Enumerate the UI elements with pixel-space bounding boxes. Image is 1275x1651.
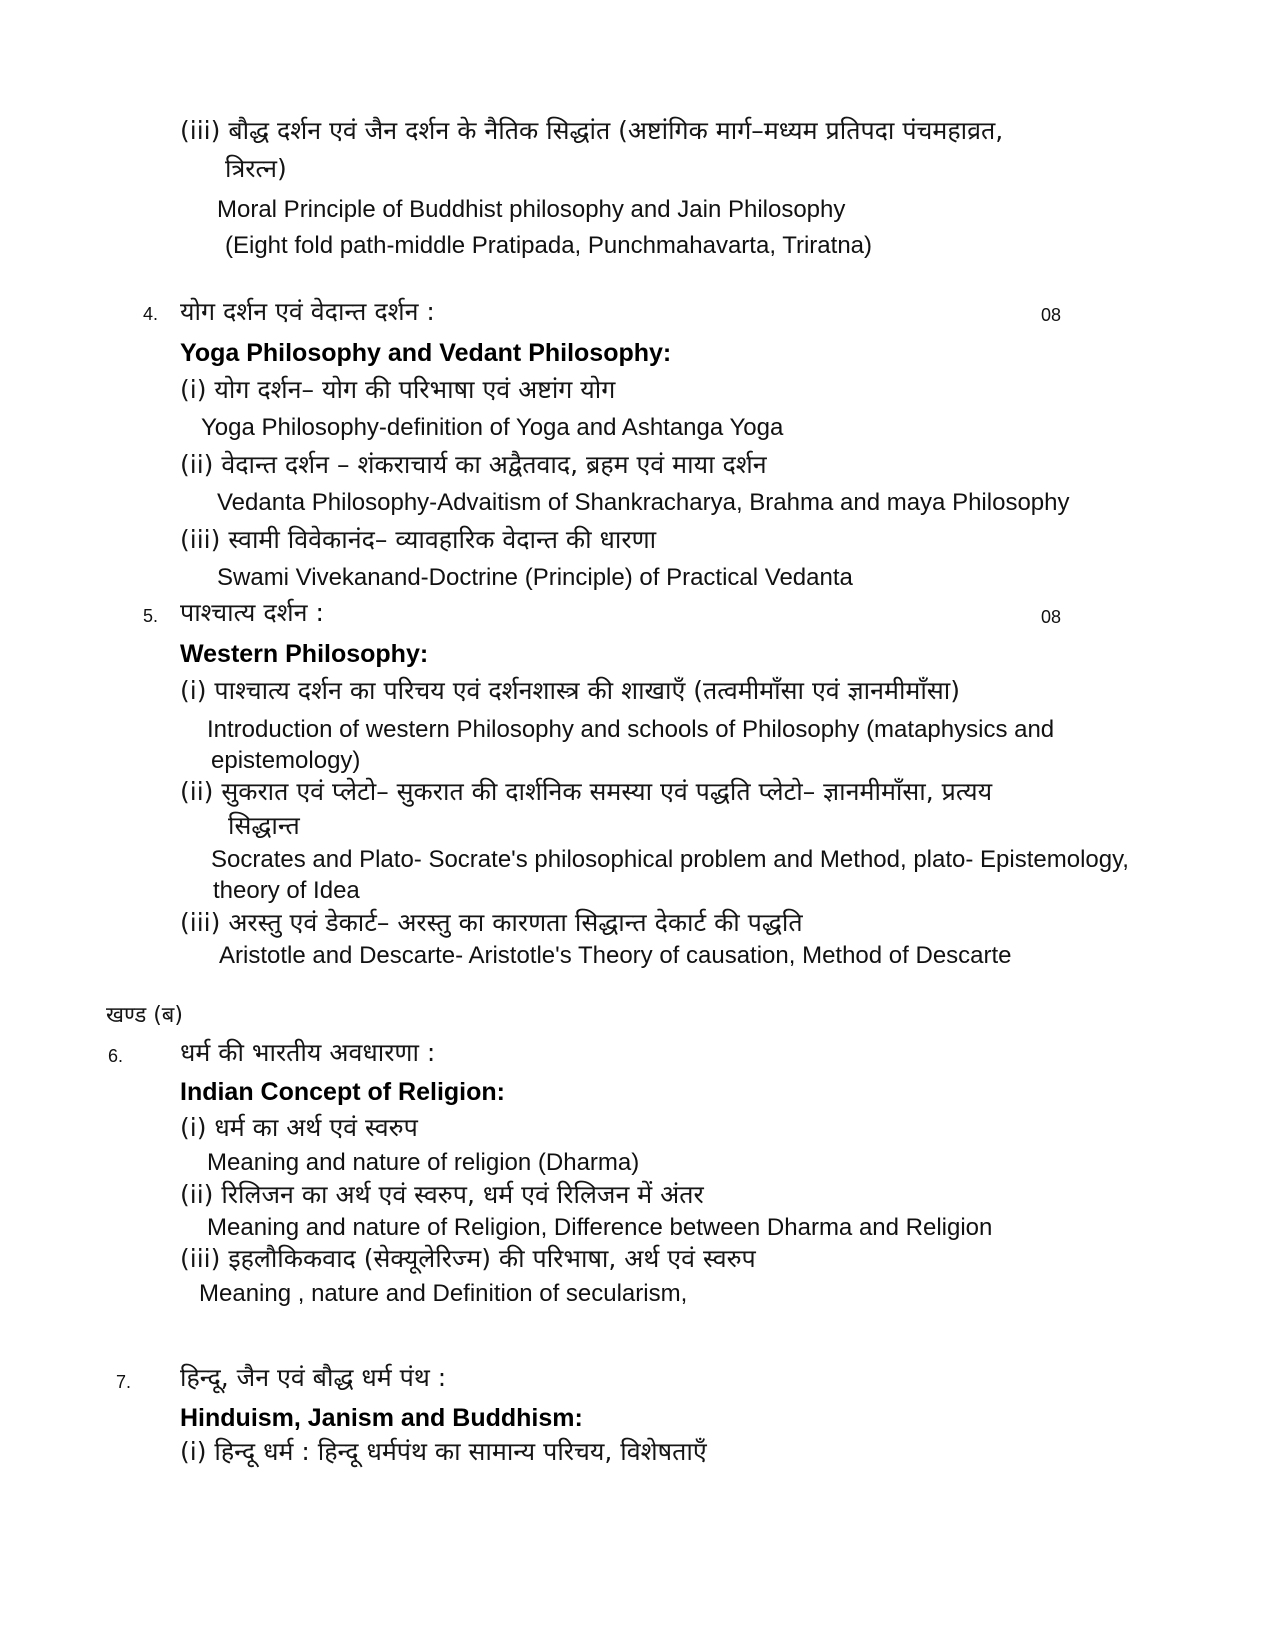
english-text: Moral Principle of Buddhist philosophy and Jain Philosophy bbox=[217, 196, 846, 223]
hindi-text: अरस्तु एवं डेकार्ट– अरस्तु का कारणता सिद्धान्त देकार्ट की पद्धति bbox=[228, 908, 803, 937]
list-item bbox=[180, 525, 656, 555]
hindi-text: वेदान्त दर्शन – शंकराचार्य का अद्वैतवाद, ब्रहम एवं माया दर्शन bbox=[221, 450, 767, 479]
unit-number: 4. bbox=[143, 304, 159, 324]
list-item bbox=[180, 116, 1003, 146]
unit-title-english: Indian Concept of Religion: bbox=[180, 1078, 505, 1106]
hindi-text: सिद्धान्त bbox=[228, 811, 300, 840]
hindi-text: रिलिजन का अर्थ एवं स्वरुप, धर्म एवं रिलिजन में अंतर bbox=[221, 1180, 704, 1209]
english-text: Meaning and nature of Religion, Difference between Dharma and Religion bbox=[207, 1214, 993, 1241]
section-heading: खण्ड (ब) bbox=[106, 1003, 183, 1028]
item-marker: (i) bbox=[180, 1437, 207, 1466]
unit-title-english: Hinduism, Janism and Buddhism: bbox=[180, 1404, 583, 1432]
unit-number: 7. bbox=[116, 1372, 132, 1392]
unit-title-english: Western Philosophy: bbox=[180, 640, 429, 668]
english-text: Socrates and Plato- Socrate's philosophical problem and Method, plato- Epistemology, bbox=[211, 846, 1129, 873]
list-item bbox=[180, 777, 992, 807]
item-marker: (iii) bbox=[180, 525, 221, 554]
hindi-text: सुकरात एवं प्लेटो– सुकरात की दार्शनिक समस्या एवं पद्धति प्लेटो– ज्ञानमीमाँसा, प्रत्यय bbox=[221, 777, 993, 806]
list-item bbox=[180, 1244, 756, 1274]
unit-number: 5. bbox=[143, 606, 159, 626]
english-text: (Eight fold path-middle Pratipada, Punchmahavarta, Triratna) bbox=[225, 232, 873, 259]
item-marker: (ii) bbox=[180, 450, 214, 479]
marks-badge: 08 bbox=[1041, 305, 1062, 325]
unit-title-hindi: पाश्चात्य दर्शन : bbox=[180, 598, 324, 627]
hindi-text: धर्म का अर्थ एवं स्वरुप bbox=[214, 1113, 418, 1142]
hindi-text: हिन्दू धर्म : हिन्दू धर्मपंथ का सामान्य परिचय, विशेषताएँ bbox=[214, 1437, 707, 1466]
item-marker: (i) bbox=[180, 375, 207, 404]
list-item bbox=[180, 1437, 707, 1467]
list-item bbox=[180, 1113, 418, 1143]
hindi-text: स्वामी विवेकानंद– व्यावहारिक वेदान्त की धारणा bbox=[228, 525, 657, 554]
hindi-text: बौद्ध दर्शन एवं जैन दर्शन के नैतिक सिद्धांत (अष्टांगिक मार्ग–मध्यम प्रतिपदा पंचमहाव्रत, bbox=[228, 116, 1004, 145]
item-marker: (ii) bbox=[180, 1180, 214, 1209]
english-text: Introduction of western Philosophy and schools of Philosophy (mataphysics and bbox=[207, 716, 1055, 743]
hindi-text: योग दर्शन– योग की परिभाषा एवं अष्टांग योग bbox=[214, 375, 616, 404]
unit-title-english: Yoga Philosophy and Vedant Philosophy: bbox=[180, 339, 672, 367]
unit-number: 6. bbox=[108, 1046, 124, 1066]
item-marker: (iii) bbox=[180, 908, 221, 937]
list-item bbox=[180, 1180, 704, 1210]
list-item bbox=[180, 375, 615, 405]
english-text: Meaning , nature and Definition of secularism, bbox=[199, 1280, 688, 1307]
hindi-text: त्रिरत्न) bbox=[225, 154, 287, 183]
list-item bbox=[180, 908, 803, 938]
item-marker: (ii) bbox=[180, 777, 214, 806]
english-text: epistemology) bbox=[211, 747, 361, 774]
item-marker: (iii) bbox=[180, 116, 221, 145]
english-text: Swami Vivekanand-Doctrine (Principle) of Practical Vedanta bbox=[217, 564, 853, 591]
unit-title-hindi: योग दर्शन एवं वेदान्त दर्शन : bbox=[180, 297, 435, 326]
hindi-text: पाश्चात्य दर्शन का परिचय एवं दर्शनशास्त्र की शाखाएँ (तत्वमीमाँसा एवं ज्ञानमीमाँसा) bbox=[214, 676, 960, 705]
english-text: Aristotle and Descarte- Aristotle's Theory of causation, Method of Descarte bbox=[219, 942, 1012, 969]
list-item bbox=[180, 676, 960, 706]
unit-title-hindi: हिन्दू, जैन एवं बौद्ध धर्म पंथ : bbox=[180, 1363, 447, 1392]
unit-title-hindi: धर्म की भारतीय अवधारणा : bbox=[180, 1038, 436, 1067]
english-text: Yoga Philosophy-definition of Yoga and Ashtanga Yoga bbox=[201, 414, 784, 441]
english-text: Vedanta Philosophy-Advaitism of Shankracharya, Brahma and maya Philosophy bbox=[217, 489, 1070, 516]
english-text: theory of Idea bbox=[213, 877, 360, 904]
item-marker: (iii) bbox=[180, 1244, 221, 1273]
item-marker: (i) bbox=[180, 676, 207, 705]
hindi-text: इहलौकिकवाद (सेक्यूलेरिज्म) की परिभाषा, अर्थ एवं स्वरुप bbox=[228, 1244, 756, 1273]
item-marker: (i) bbox=[180, 1113, 207, 1142]
english-text: Meaning and nature of religion (Dharma) bbox=[207, 1149, 640, 1176]
marks-badge: 08 bbox=[1041, 607, 1062, 627]
list-item bbox=[180, 450, 767, 480]
